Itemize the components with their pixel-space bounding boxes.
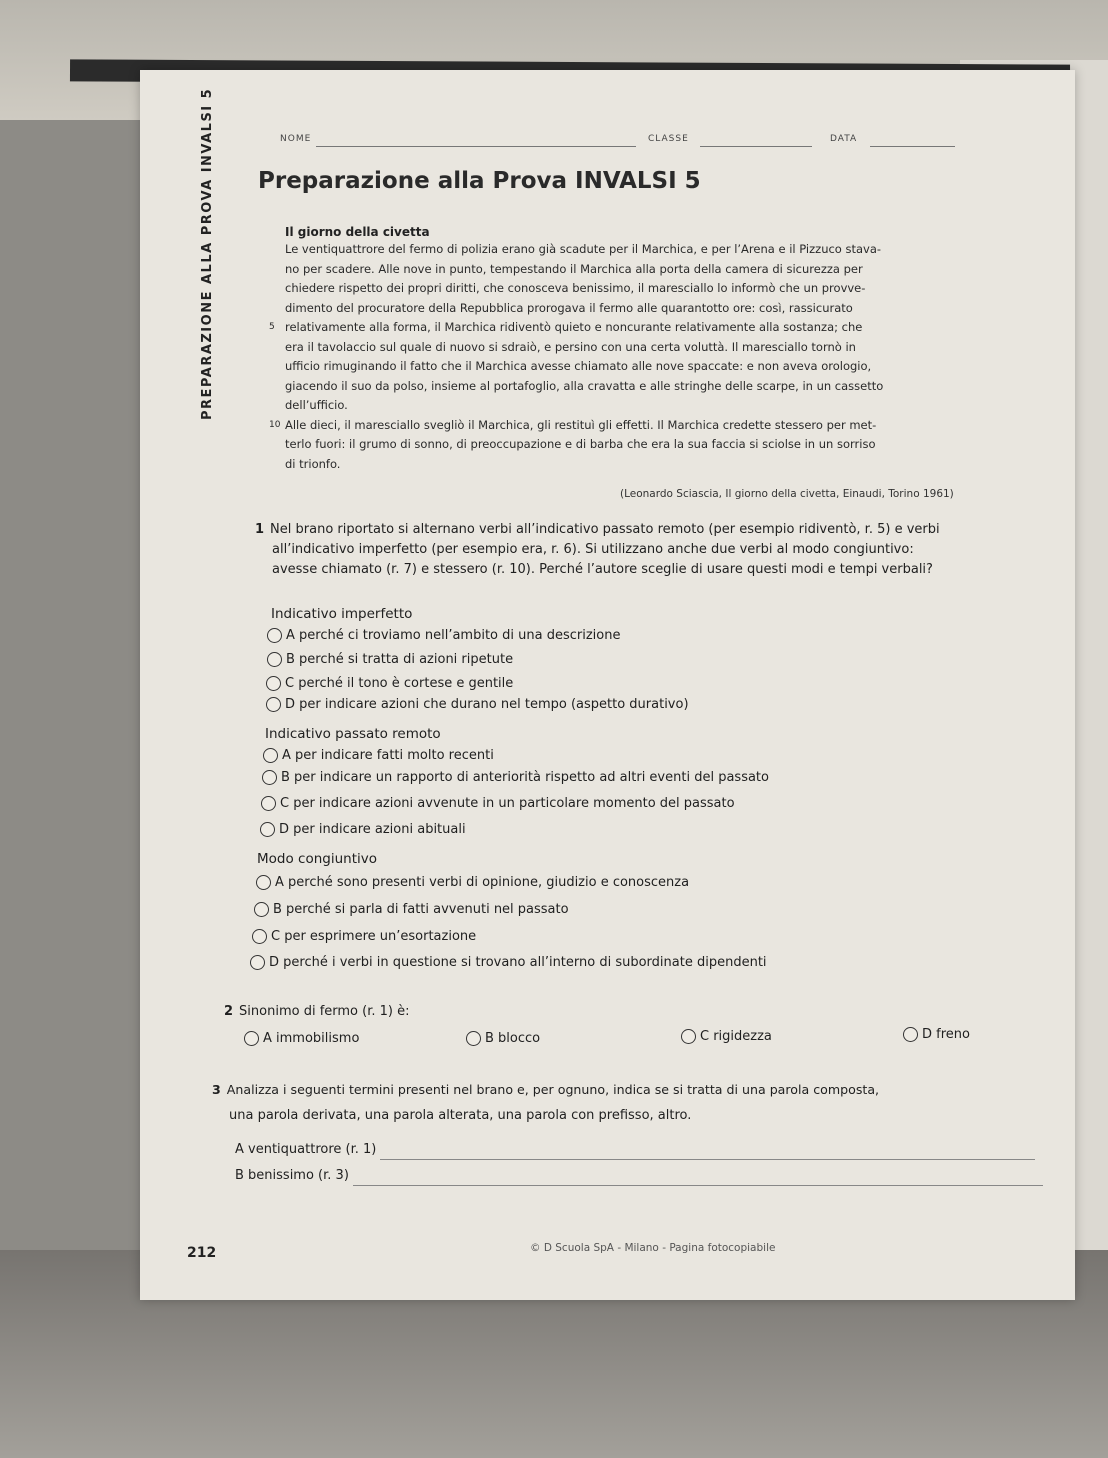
question-2 [224,1002,409,1022]
option-congiuntivo-b[interactable] [254,902,569,917]
answer-item-a [235,1140,1035,1160]
passage-text: ufficio rimuginando il fatto che il Marchica avesse chiamato alle nove spaccate: e non aveva orologio, [285,359,872,373]
passage-text: chiedere rispetto dei propri diritti, che conosceva benissimo, il maresciallo lo informò che un provve- [285,281,866,295]
question-text: Sinonimo di fermo (r. 1) è: [239,1004,410,1019]
option-remoto-a[interactable] [263,748,494,763]
radio-icon[interactable] [254,902,269,917]
option-q2-a[interactable] [244,1031,359,1046]
radio-icon[interactable] [681,1029,696,1044]
question-number: 3 [212,1082,221,1097]
passage-text: no per scadere. Alle nove in punto, tempestando il Marchica alla porta della camera di sicurezza per [285,261,863,276]
passage-text: dimento del procuratore della Repubblica prorogava il fermo alle quarantotto ore: così, rassicurato [285,300,853,315]
name-field[interactable] [316,146,636,147]
option-label: A per indicare fatti molto recenti [282,748,494,763]
passage-line [269,416,985,436]
radio-icon[interactable] [903,1027,918,1042]
passage-line [269,318,985,338]
passage-text: Alle dieci, il maresciallo svegliò il Marchica, gli restituì gli effetti. Il Marchica credette stessero per met- [285,417,877,432]
question-text-line: Analizza i seguenti termini presenti nel brano e, per ognuno, indica se si tratta di una parola composta, [226,1082,880,1097]
radio-icon[interactable] [267,628,282,643]
option-label: D per indicare azioni che durano nel tempo (aspetto durativo) [285,697,689,712]
option-label: B blocco [485,1031,541,1046]
option-congiuntivo-c[interactable] [252,929,476,944]
option-remoto-c[interactable] [261,796,735,811]
page-number: 212 [187,1245,217,1261]
passage-text: era il tavolaccio sul quale di nuovo si sdraiò, e persino con una certa voluttà. Il maresciallo tornò in [285,339,856,354]
option-label: C rigidezza [700,1029,772,1044]
passage-line [285,396,985,416]
question-text-line: avesse chiamato (r. 7) e stessero (r. 10). Perché l’autore sceglie di usare questi modi e tempi verbali? [272,562,933,577]
option-q2-d[interactable] [903,1027,970,1042]
radio-icon[interactable] [466,1031,481,1046]
group-title-congiuntivo: Modo congiuntivo [257,851,377,867]
radio-icon[interactable] [266,676,281,691]
date-field[interactable] [870,146,955,147]
radio-icon[interactable] [267,652,282,667]
radio-icon[interactable] [262,770,277,785]
answer-item-b [235,1166,1043,1186]
question-1 [255,520,995,580]
radio-icon[interactable] [244,1031,259,1046]
passage-text: di trionfo. [285,456,341,471]
passage-line [285,299,985,319]
page-title: Preparazione alla Prova INVALSI 5 [258,168,701,194]
line-number: 5 [269,322,275,332]
option-label: D freno [922,1027,970,1042]
option-label: C perché il tono è cortese e gentile [285,676,514,691]
option-label: B perché si parla di fatti avvenuti nel passato [273,902,569,917]
passage-line [285,435,985,455]
passage-text: Le ventiquattrore del fermo di polizia erano già scadute per il Marchica, e per l’Arena e il Pizzuco stava- [285,242,882,256]
option-label: D per indicare azioni abituali [279,822,466,837]
passage-line [285,338,985,358]
option-label: A perché sono presenti verbi di opinione, giudizio e conoscenza [275,875,690,890]
option-imperfetto-c[interactable] [266,676,513,691]
class-label: CLASSE [648,134,689,144]
name-label: NOME [280,134,312,144]
group-title-passato-remoto: Indicativo passato remoto [265,726,441,742]
radio-icon[interactable] [252,929,267,944]
option-label: B perché si tratta di azioni ripetute [286,652,514,667]
radio-icon[interactable] [256,875,271,890]
radio-icon[interactable] [266,697,281,712]
passage-text: dell’ufficio. [285,398,348,412]
group-title-imperfetto: Indicativo imperfetto [271,606,413,622]
option-imperfetto-d[interactable] [266,697,689,712]
line-number: 10 [269,419,281,430]
question-text-line: all’indicativo imperfetto (per esempio era, r. 6). Si utilizzano anche due verbi al modo congiuntivo: [272,542,914,557]
option-remoto-b[interactable] [262,770,769,785]
side-label: PREPARAZIONE ALLA PROVA INVALSI 5 [200,87,215,420]
option-q2-c[interactable] [681,1029,772,1044]
question-text-line: una parola derivata, una parola alterata, una parola con prefisso, altro. [229,1108,692,1123]
passage-text: terlo fuori: il grumo di sonno, di preoccupazione e di barba che era la sua faccia si sciolse in un sorriso [285,437,876,451]
passage-line [285,260,985,280]
option-label: D perché i verbi in questione si trovano all’interno di subordinate dipendenti [269,955,767,970]
option-remoto-d[interactable] [260,822,466,837]
class-field[interactable] [700,146,812,147]
radio-icon[interactable] [261,796,276,811]
passage-text: relativamente alla forma, il Marchica ridiventò quieto e noncurante relativamente alla sostanza; che [285,320,863,334]
option-label: C per esprimere un’esortazione [271,929,477,944]
option-congiuntivo-d[interactable] [250,955,767,970]
answer-item-label: B benissimo (r. 3) [235,1168,349,1183]
radio-icon[interactable] [260,822,275,837]
question-number: 2 [224,1004,234,1019]
option-label: C per indicare azioni avvenute in un particolare momento del passato [280,796,735,811]
answer-item-label: A ventiquattrore (r. 1) [235,1142,377,1157]
option-imperfetto-a[interactable] [267,628,620,643]
passage-text: giacendo il suo da polso, insieme al portafoglio, alla cravatta e alle stringhe delle scarpe, in un cassetto [285,378,884,393]
question-3 [212,1080,1072,1126]
passage-line [285,240,985,260]
option-q2-b[interactable] [466,1031,540,1046]
radio-icon[interactable] [263,748,278,763]
source-citation: (Leonardo Sciascia, Il giorno della civetta, Einaudi, Torino 1961) [620,488,954,500]
passage-line [285,279,985,299]
story-title: Il giorno della civetta [285,225,430,239]
option-label: B per indicare un rapporto di anteriorità rispetto ad altri eventi del passato [281,770,769,785]
question-text-line: Nel brano riportato si alternano verbi all’indicativo passato remoto (per esempio ridiventò, r. 5) e verbi [270,522,940,537]
radio-icon[interactable] [250,955,265,970]
reading-passage [269,240,985,474]
passage-line [285,377,985,397]
option-congiuntivo-a[interactable] [256,875,689,890]
copyright-notice: © D Scuola SpA - Milano - Pagina fotocopiabile [530,1242,776,1254]
answer-line-b[interactable] [353,1185,1043,1186]
option-label: A immobilismo [263,1031,360,1046]
option-label: A perché ci troviamo nell’ambito di una descrizione [286,628,621,643]
question-number: 1 [255,522,265,537]
option-imperfetto-b[interactable] [267,652,513,667]
passage-line [285,455,985,475]
date-label: DATA [830,134,858,144]
answer-line-a[interactable] [380,1159,1035,1160]
passage-line [285,357,985,377]
